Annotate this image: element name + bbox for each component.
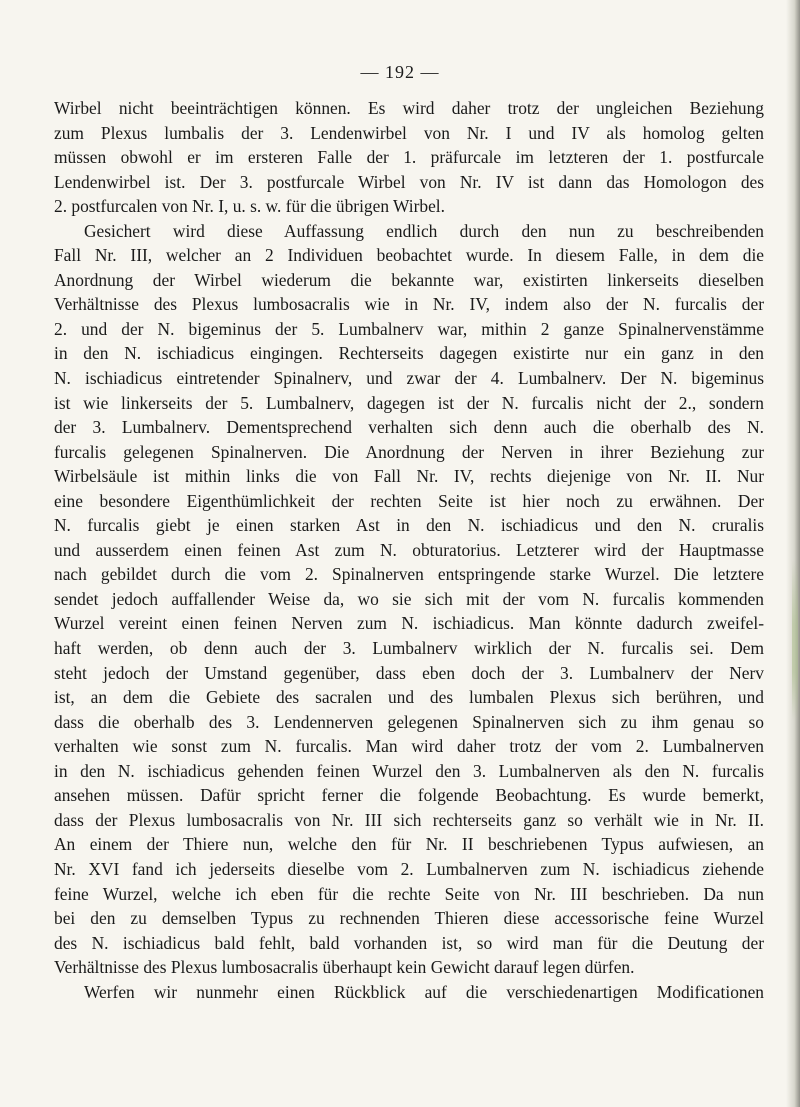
text-line: nach gebildet durch die vom 2. Spinalnerven entspringende starke Wurzel. Die letztere xyxy=(54,564,764,585)
text-line: Werfen wir nunmehr einen Rückblick auf die verschiedenartigen Modificationen xyxy=(84,981,764,1002)
text-line: Verhältnisse des Plexus lumbosacralis wie in Nr. IV, indem also der N. furcalis der xyxy=(54,294,764,315)
text-line: zum Plexus lumbalis der 3. Lendenwirbel von Nr. I und IV als homolog gelten xyxy=(54,122,764,143)
text-line: und ausserdem einen feinen Ast zum N. obturatorius. Letzterer wird der Hauptmasse xyxy=(54,539,764,560)
text-line: eine besondere Eigenthümlichkeit der rechten Seite ist hier noch zu erwähnen. Der xyxy=(54,490,764,511)
text-line: bei den zu demselben Typus zu rechnenden Thieren diese accessorische feine Wurzel xyxy=(54,908,764,929)
text-line: Anordnung der Wirbel wiederum die bekannte war, existirten linkerseits dieselben xyxy=(54,269,764,290)
text-line: Gesichert wird diese Auffassung endlich durch den nun zu beschreibenden xyxy=(84,220,764,241)
text-line: feine Wurzel, welche ich eben für die rechte Seite von Nr. III beschrieben. Da nun xyxy=(54,883,764,904)
text-line: in den N. ischiadicus eingingen. Rechterseits dagegen existirte nur ein ganz in den xyxy=(54,343,764,364)
text-line: steht jedoch der Umstand gegenüber, dass eben doch der 3. Lumbalnerv der Nerv xyxy=(54,662,764,683)
text-line: sendet jedoch auffallender Weise da, wo sie sich mit der vom N. furcalis kommenden xyxy=(54,588,764,609)
text-line: der 3. Lumbalnerv. Dementsprechend verhalten sich denn auch die oberhalb des N. xyxy=(54,417,764,438)
text-line: Lendenwirbel ist. Der 3. postfurcale Wirbel von Nr. IV ist dann das Homologon des xyxy=(54,171,764,192)
text-line: furcalis gelegenen Spinalnerven. Die Anordnung der Nerven in ihrer Beziehung zur xyxy=(54,441,764,462)
page-number: — 192 — xyxy=(360,62,440,82)
text-line: ansehen müssen. Dafür spricht ferner die folgende Beobachtung. Es wurde bemerkt, xyxy=(54,785,764,806)
text-line: müssen obwohl er im ersteren Falle der 1. präfurcale im letzteren der 1. postfurcale xyxy=(54,147,764,168)
text-line: Wurzel vereint einen feinen Nerven zum N. ischiadicus. Man könnte dadurch zweifel- xyxy=(54,613,764,634)
text-line: An einem der Thiere nun, welche den für Nr. II beschriebenen Typus aufwiesen, an xyxy=(54,834,764,855)
body-text xyxy=(54,96,764,1004)
text-line: N. ischiadicus eintretender Spinalnerv, und zwar der 4. Lumbalnerv. Der N. bigeminus xyxy=(54,368,764,389)
text-line: ist, an dem die Gebiete des sacralen und des lumbalen Plexus sich berühren, und xyxy=(54,687,764,708)
text-line: N. furcalis giebt je einen starken Ast in den N. ischiadicus und den N. cruralis xyxy=(54,515,764,536)
page-edge-shadow xyxy=(786,0,800,1107)
text-line: in den N. ischiadicus gehenden feinen Wurzel den 3. Lumbalnerven als den N. furcalis xyxy=(54,760,764,781)
text-line: Fall Nr. III, welcher an 2 Individuen beobachtet wurde. In diesem Falle, in dem die xyxy=(54,245,764,266)
text-line: Wirbel nicht beeinträchtigen können. Es wird daher trotz der ungleichen Beziehung xyxy=(54,98,764,118)
text-line: Nr. XVI fand ich jederseits dieselbe vom 2. Lumbalnerven zum N. ischiadicus ziehende xyxy=(54,858,764,879)
page-edge-tint xyxy=(792,560,798,720)
text-line: 2. postfurcalen von Nr. I, u. s. w. für die übrigen Wirbel. xyxy=(54,196,445,217)
text-line: haft werden, ob denn auch der 3. Lumbalnerv wirklich der N. furcalis sei. Dem xyxy=(54,638,764,659)
text-line: Wirbelsäule ist mithin links die von Fall Nr. IV, rechts diejenige von Nr. II. Nur xyxy=(54,466,764,487)
text-line: dass die oberhalb des 3. Lendennerven gelegenen Spinalnerven sich zu ihm genau so xyxy=(54,711,764,732)
text-line: Verhältnisse des Plexus lumbosacralis überhaupt kein Gewicht darauf legen dürfen. xyxy=(54,957,635,978)
text-line: des N. ischiadicus bald fehlt, bald vorhanden ist, so wird man für die Deutung der xyxy=(54,932,764,953)
text-line: 2. und der N. bigeminus der 5. Lumbalnerv war, mithin 2 ganze Spinalnervenstämme xyxy=(54,318,764,339)
text-line: verhalten wie sonst zum N. furcalis. Man wird daher trotz der vom 2. Lumbalnerven xyxy=(54,736,764,757)
text-line: dass der Plexus lumbosacralis von Nr. III sich rechterseits ganz so verhält wie in Nr. II. xyxy=(54,809,764,830)
text-line: ist wie linkerseits der 5. Lumbalnerv, dagegen ist der N. furcalis nicht der 2., sondern xyxy=(54,392,764,413)
